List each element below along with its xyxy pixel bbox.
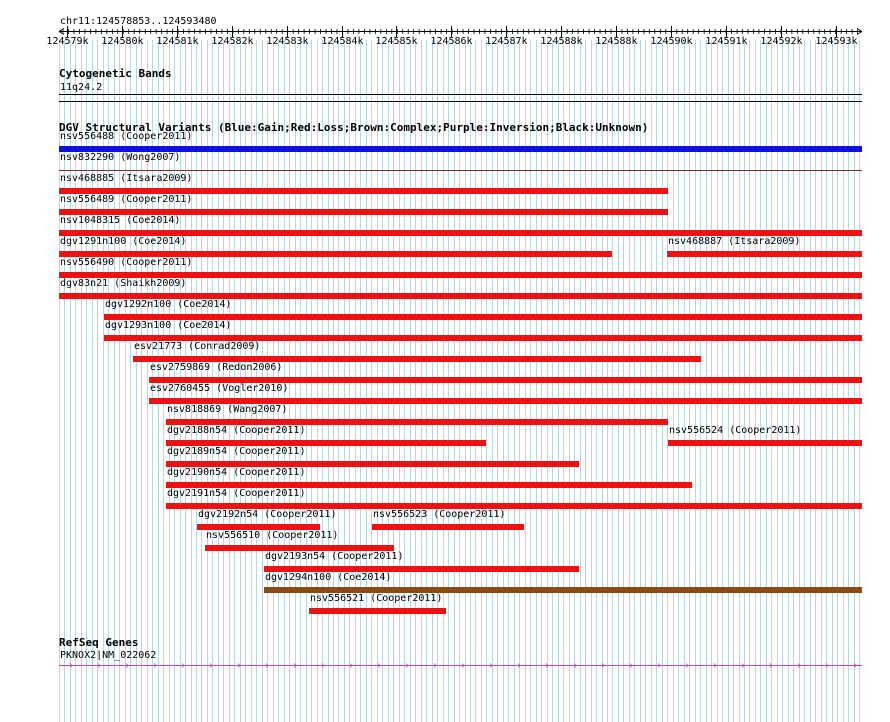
dgv-feature-bar[interactable] bbox=[59, 170, 862, 171]
ruler-tick-label: 124585k bbox=[375, 36, 418, 47]
dgv-feature-bar[interactable] bbox=[668, 440, 862, 446]
dgv-feature-bar[interactable] bbox=[372, 524, 524, 530]
dgv-feature-label[interactable]: nsv556490 (Cooper2011) bbox=[60, 257, 193, 268]
region-label: chr11:124578853..124593480 bbox=[60, 16, 217, 27]
ruler-tick-label: 124582k bbox=[211, 36, 254, 47]
refseq-gene-label[interactable]: PKNOX2|NM_022062 bbox=[60, 650, 157, 661]
cytoband-track-title: Cytogenetic Bands bbox=[59, 67, 172, 80]
dgv-feature-label[interactable]: dgv2189n54 (Cooper2011) bbox=[167, 446, 306, 457]
ruler-tick-label: 124588k bbox=[540, 36, 583, 47]
dgv-feature-label[interactable]: dgv2190n54 (Cooper2011) bbox=[167, 467, 306, 478]
dgv-feature-label[interactable]: dgv1291n100 (Coe2014) bbox=[60, 236, 187, 247]
ruler-tick-label: 124579k bbox=[46, 36, 89, 47]
ruler-tick-label: 124588k bbox=[595, 36, 638, 47]
ruler-tick-label: 124593k bbox=[815, 36, 858, 47]
dgv-feature-label[interactable]: dgv1294n100 (Coe2014) bbox=[265, 572, 392, 583]
dgv-feature-label[interactable]: dgv1292n100 (Coe2014) bbox=[105, 299, 232, 310]
coordinate-ruler[interactable] bbox=[0, 22, 890, 72]
dgv-feature-label[interactable]: nsv1048315 (Coe2014) bbox=[60, 215, 181, 226]
dgv-feature-label[interactable]: dgv83n21 (Shaikh2009) bbox=[60, 278, 187, 289]
dgv-feature-label[interactable]: nsv556521 (Cooper2011) bbox=[310, 593, 443, 604]
refseq-gene-model[interactable] bbox=[0, 659, 890, 671]
dgv-feature-label[interactable]: esv2759869 (Redon2006) bbox=[150, 362, 283, 373]
dgv-track-title: DGV Structural Variants (Blue:Gain;Red:Loss;Brown:Complex;Purple:Inversion;Black:Unknown) bbox=[59, 121, 649, 134]
dgv-feature-label[interactable]: dgv2192n54 (Cooper2011) bbox=[198, 509, 337, 520]
dgv-feature-label[interactable]: nsv468885 (Itsara2009) bbox=[60, 173, 193, 184]
ruler-tick-label: 124590k bbox=[650, 36, 693, 47]
dgv-feature-label[interactable]: esv2760455 (Vogler2010) bbox=[150, 383, 289, 394]
dgv-feature-label[interactable]: nsv556524 (Cooper2011) bbox=[669, 425, 802, 436]
dgv-feature-label[interactable]: nsv556510 (Cooper2011) bbox=[206, 530, 339, 541]
dgv-feature-label[interactable]: nsv556488 (Cooper2011) bbox=[60, 131, 193, 142]
dgv-feature-label[interactable]: esv21773 (Conrad2009) bbox=[134, 341, 261, 352]
ruler-tick-label: 124584k bbox=[321, 36, 364, 47]
dgv-feature-label[interactable]: nsv556523 (Cooper2011) bbox=[373, 509, 506, 520]
dgv-feature-label[interactable]: nsv468887 (Itsara2009) bbox=[668, 236, 801, 247]
dgv-feature-label[interactable]: nsv556489 (Cooper2011) bbox=[60, 194, 193, 205]
dgv-feature-label[interactable]: dgv2188n54 (Cooper2011) bbox=[167, 425, 306, 436]
dgv-feature-label[interactable]: nsv818869 (Wang2007) bbox=[167, 404, 288, 415]
ruler-tick-label: 124587k bbox=[485, 36, 528, 47]
cytoband-line-bottom bbox=[59, 101, 862, 102]
dgv-feature-bar[interactable] bbox=[309, 608, 446, 614]
cytoband-line-top bbox=[59, 94, 862, 95]
dgv-feature-label[interactable]: dgv2193n54 (Cooper2011) bbox=[265, 551, 404, 562]
ruler-tick-label: 124591k bbox=[705, 36, 748, 47]
ruler-tick-label: 124580k bbox=[101, 36, 144, 47]
dgv-feature-label[interactable]: nsv832290 (Wong2007) bbox=[60, 152, 181, 163]
cytoband-label[interactable]: 11q24.2 bbox=[60, 82, 103, 93]
ruler-tick-label: 124586k bbox=[430, 36, 473, 47]
dgv-feature-bar[interactable] bbox=[667, 251, 862, 257]
ruler-tick-label: 124581k bbox=[156, 36, 199, 47]
dgv-feature-label[interactable]: dgv2191n54 (Cooper2011) bbox=[167, 488, 306, 499]
refseq-track-title: RefSeq Genes bbox=[59, 636, 139, 649]
ruler-tick-label: 124592k bbox=[760, 36, 803, 47]
dgv-feature-label[interactable]: dgv1293n100 (Coe2014) bbox=[105, 320, 232, 331]
ruler-tick-label: 124583k bbox=[266, 36, 309, 47]
